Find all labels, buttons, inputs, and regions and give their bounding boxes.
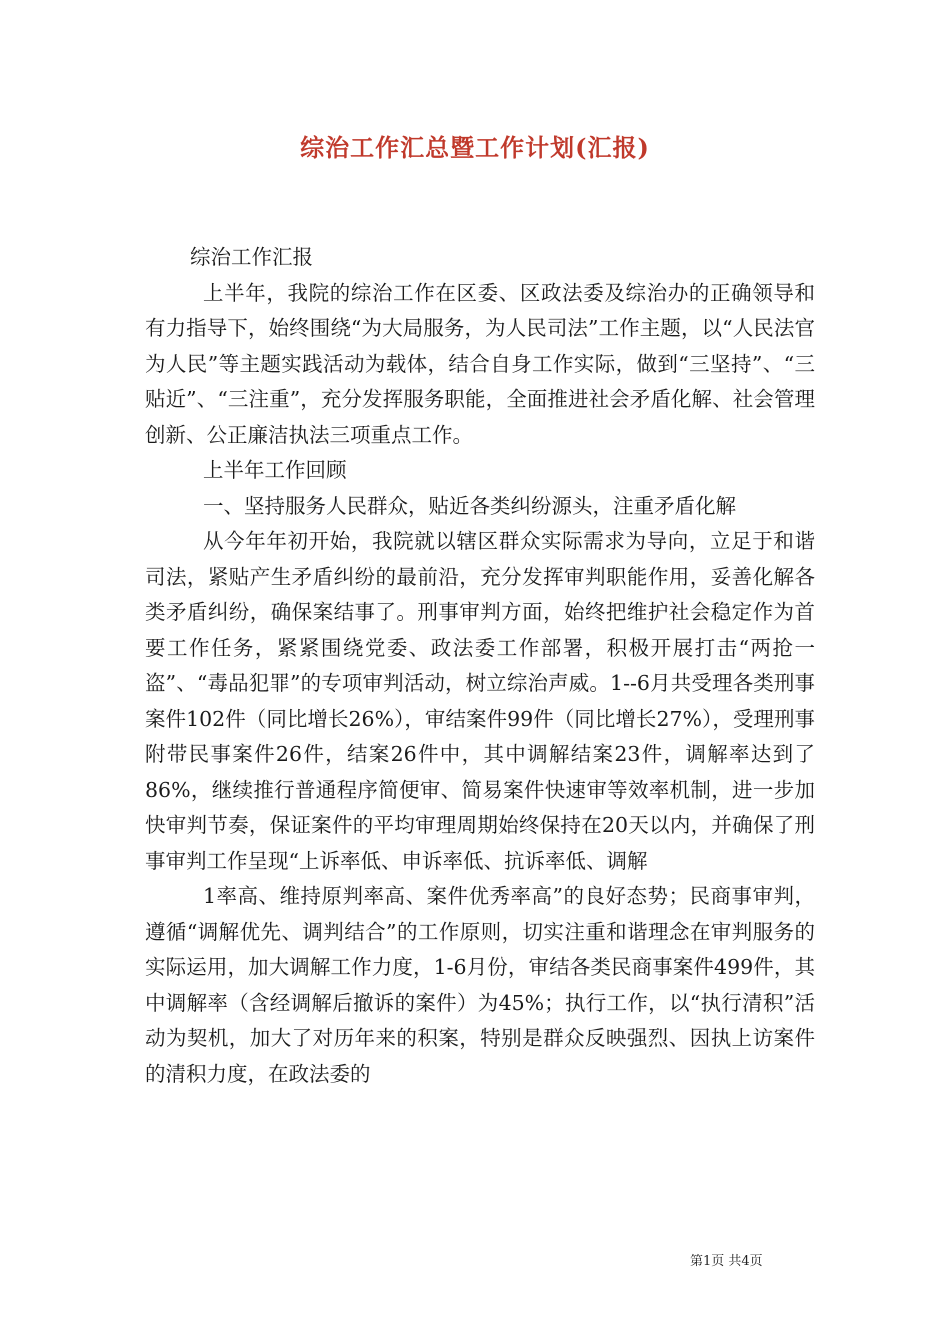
document-title: 综治工作汇总暨工作计划(汇报) — [300, 133, 650, 162]
section-heading: 综治工作汇报 — [190, 245, 313, 269]
section-heading: 上半年工作回顾 — [203, 458, 347, 482]
paragraph: 从今年年初开始，我院就以辖区群众实际需求为导向，立足于和谐司法，紧贴产生矛盾纠纷的最前沿，充分发挥审判职能作用，妥善化解各类矛盾纠纷，确保案结事了。刑事审判方面，始终把维护社会稳定作为首要工作任务，紧紧围绕党委、政法委工作部署，积极开展打击“两抢一盗”、“毒品犯罪”的专项审判活动，树立综治声威。1--6月共受理各类刑事案件102件（同比增长26%），审结案件99件（同比增长27%），受理刑事附带民事案件26件，结案26件中，其中调解结案23件，调解率达到了86%，继续推行普通程序简便审、简易案件快速审等效率机制，进一步加快审判节奏，保证案件的平均审理周期始终保持在20天以内，并确保了刑事审判工作呈现“上诉率低、申诉率低、抗诉率低、调解 — [145, 529, 815, 873]
paragraph: 上半年，我院的综治工作在区委、区政法委及综治办的正确领导和有力指导下，始终围绕“为大局服务，为人民司法”工作主题，以“人民法官为人民”等主题实践活动为载体，结合自身工作实际，做到“三坚持”、“三贴近”、“三注重”，充分发挥服务职能，全面推进社会矛盾化解、社会管理创新、公正廉洁执法三项重点工作。 — [145, 280, 815, 447]
section-heading: 一、坚持服务人民群众，贴近各类纠纷源头，注重矛盾化解 — [203, 493, 736, 518]
page-number: 第1页 共4页 — [690, 1254, 763, 1269]
document-body — [145, 240, 815, 1092]
paragraph: 1率高、维持原判率高、案件优秀率高”的良好态势；民商事审判，遵循“调解优先、调判结合”的工作原则，切实注重和谐理念在审判服务的实际运用，加大调解工作力度，1-6月份，审结各类民商事案件499件，其中调解率（含经调解后撤诉的案件）为45%；执行工作，以“执行清积”活动为契机，加大了对历年来的积案，特别是群众反映强烈、因执上访案件的清积力度，在政法委的 — [145, 884, 815, 1086]
